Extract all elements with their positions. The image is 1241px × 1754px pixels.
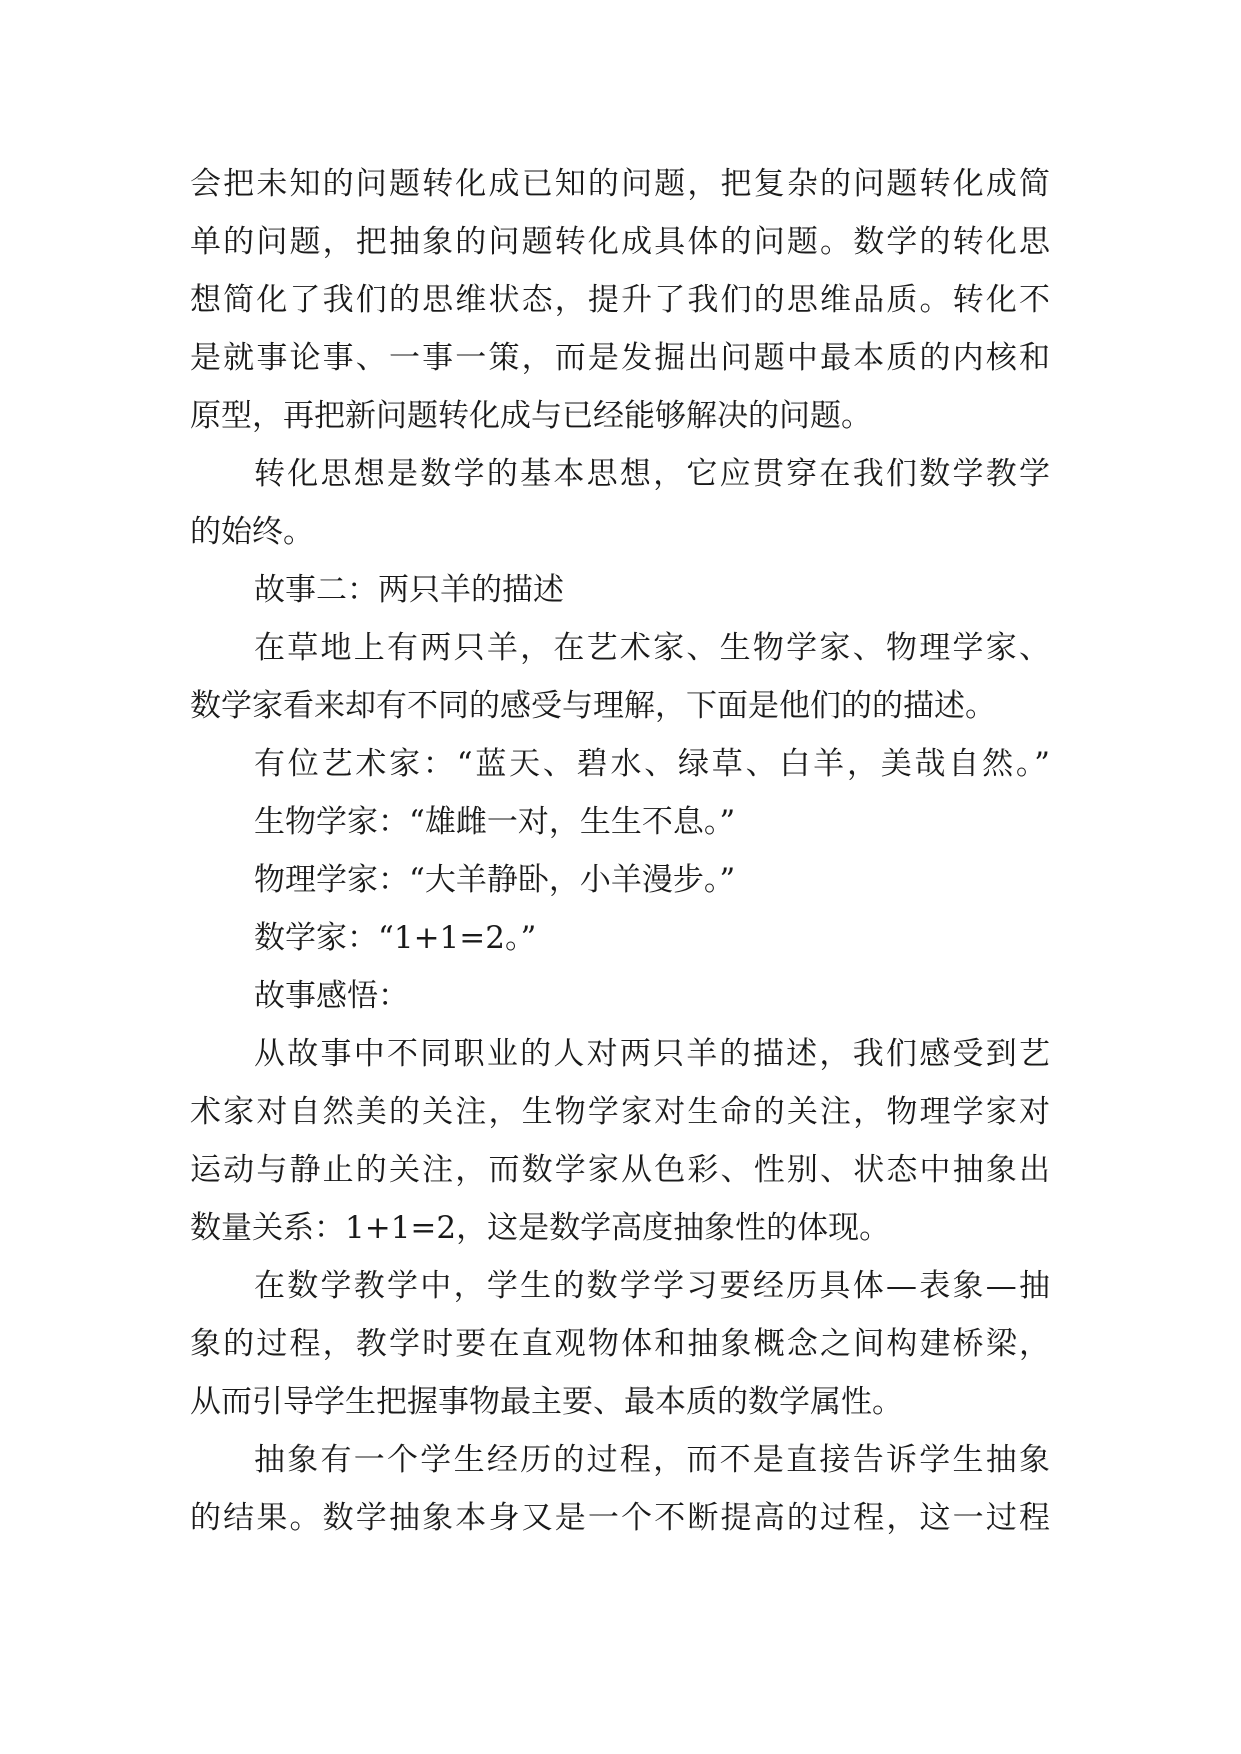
text-line: 单的问题，把抽象的问题转化成具体的问题。数学的转化思 [190,224,1050,260]
quote-artist [190,735,1050,793]
text-line: 抽象有一个学生经历的过程，而不是直接告诉学生抽象 [254,1442,1050,1478]
text-line: 转化思想是数学的基本思想，它应贯穿在我们数学教学 [254,456,1050,492]
paragraph-story-intro [190,619,1050,735]
text-line: 运动与静止的关注，而数学家从色彩、性别、状态中抽象出 [190,1152,1050,1188]
quote-physicist [190,851,1050,909]
paragraph-conversion-summary [190,445,1050,561]
paragraph-conversion-continued [190,155,1050,445]
text-line: 数学家看来却有不同的感受与理解，下面是他们的的描述。 [190,688,996,724]
text-line: 数量关系：1+1=2，这是数学高度抽象性的体现。 [190,1210,891,1246]
text-line: 在草地上有两只羊，在艺术家、生物学家、物理学家、 [254,630,1050,666]
text-line: 数学家：“1+1=2。” [254,920,537,956]
document-body [190,155,1050,1547]
paragraph-reflection [190,1025,1050,1257]
text-line: 的结果。数学抽象本身又是一个不断提高的过程，这一过程 [190,1500,1050,1536]
text-line: 是就事论事、一事一策，而是发掘出问题中最本质的内核和 [190,340,1050,376]
text-line: 会把未知的问题转化成已知的问题，把复杂的问题转化成简 [190,166,1050,202]
paragraph-abstraction-process [190,1431,1050,1547]
story-two-heading [190,561,1050,619]
text-line: 从故事中不同职业的人对两只羊的描述，我们感受到艺 [254,1036,1050,1072]
text-line: 在数学教学中，学生的数学学习要经历具体—表象—抽 [254,1268,1050,1304]
text-line: 有位艺术家：“蓝天、碧水、绿草、白羊，美哉自然。” [254,746,1050,782]
text-line: 原型，再把新问题转化成与已经能够解决的问题。 [190,398,872,434]
text-line: 物理学家：“大羊静卧，小羊漫步。” [254,862,736,898]
text-line: 想简化了我们的思维状态，提升了我们的思维品质。转化不 [190,282,1050,318]
quote-biologist [190,793,1050,851]
text-line: 术家对自然美的关注，生物学家对生命的关注，物理学家对 [190,1094,1050,1130]
paragraph-teaching-process [190,1257,1050,1431]
text-line: 象的过程，教学时要在直观物体和抽象概念之间构建桥梁， [190,1326,1050,1362]
quote-mathematician [190,909,1050,967]
text-line: 故事二：两只羊的描述 [254,572,564,608]
text-line: 故事感悟： [254,978,409,1014]
text-line: 从而引导学生把握事物最主要、最本质的数学属性。 [190,1384,903,1420]
story-reflection-heading [190,967,1050,1025]
text-line: 的始终。 [190,514,314,550]
text-line: 生物学家：“雄雌一对，生生不息。” [254,804,736,840]
